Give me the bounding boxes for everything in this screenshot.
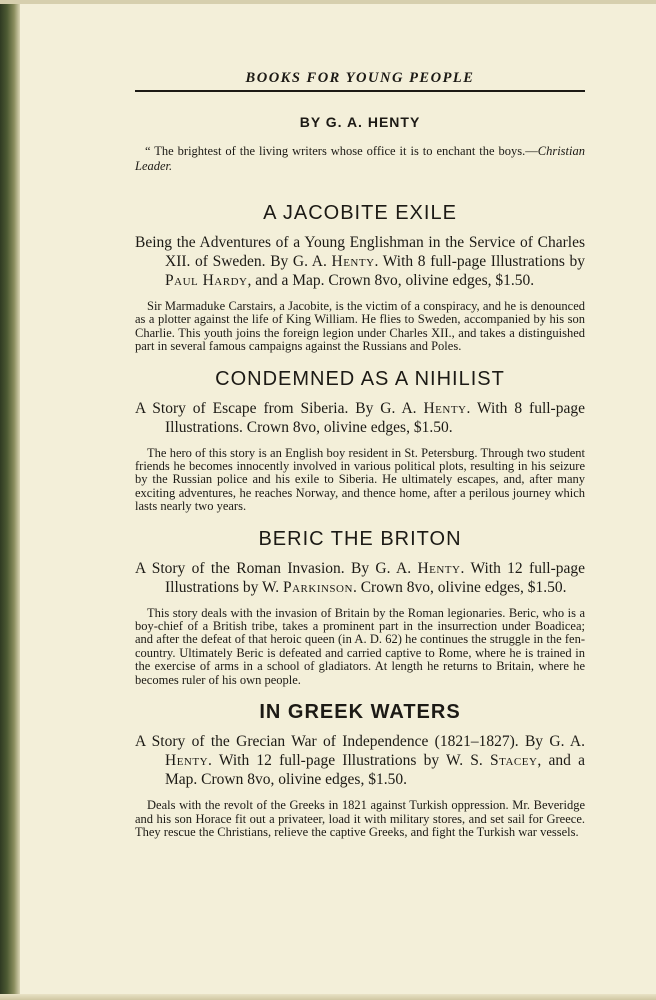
book-description	[135, 732, 585, 789]
illustrator-name: Stacey	[490, 752, 538, 770]
desc-part: Being the Adventures of a Young Englishman in the Service of Charles XII. of Sweden. By G. A.	[135, 234, 585, 270]
quote-text: “ The brightest of the living writers whose office it is to enchant the boys.—	[145, 144, 538, 158]
author-name: Henty	[165, 752, 209, 770]
press-quote	[135, 144, 585, 174]
book-page	[135, 70, 585, 853]
book-summary: The hero of this story is an English boy resident in St. Petersburg. Through two student friends he becomes innocently involved in various political plots, resulting in his seizure by the Russian police and his exile to Siberia. He ultimately escapes, and, after many exciting adventures, he reaches Norway, and thence home, after a perilous journey which lasts nearly two years.	[135, 445, 585, 514]
author-heading: BY G. A. HENTY	[299, 114, 421, 130]
book-title-beric-the-briton: BERIC THE BRITON	[258, 527, 462, 550]
page-bottom-edge	[0, 994, 656, 1000]
illustrator-name: Parkinson	[282, 578, 353, 596]
book-description	[135, 399, 585, 437]
desc-part: A Story of the Roman Invasion. By G. A.	[135, 559, 418, 577]
desc-part: . With 12 full-page Illustrations by W.	[165, 559, 585, 596]
desc-part: . With 12 full-page Illustrations by W. S.	[208, 752, 491, 770]
author-name: Henty	[423, 399, 467, 417]
desc-part: , and a Map. Crown 8vo, olivine edges, $1.50.	[165, 752, 585, 789]
book-description	[135, 233, 585, 290]
page-top-edge	[0, 0, 656, 4]
book-title-condemned-as-a-nihilist: CONDEMNED AS A NIHILIST	[215, 367, 505, 390]
running-head: BOOKS FOR YOUNG PEOPLE	[135, 70, 585, 92]
book-title-jacobite-exile: A JACOBITE EXILE	[263, 202, 457, 224]
desc-part: . With 8 full-page Illustrations by	[374, 253, 585, 270]
desc-part: A Story of Escape from Siberia. By G. A.	[135, 399, 424, 417]
book-title-in-greek-waters: IN GREEK WATERS	[259, 701, 461, 724]
illustrator-name: Paul Hardy	[165, 272, 248, 289]
author-name: Henty	[331, 253, 375, 270]
quote-source: Christian Leader.	[135, 144, 585, 173]
author-name: Henty	[417, 559, 461, 577]
desc-part: . Crown 8vo, olivine edges, $1.50.	[352, 578, 567, 596]
desc-part: A Story of the Grecian War of Independence (1821–1827). By G. A.	[135, 733, 585, 751]
desc-part: , and a Map. Crown 8vo, olivine edges, $1.50.	[247, 272, 535, 289]
book-description	[135, 559, 585, 597]
book-summary: Sir Marmaduke Carstairs, a Jacobite, is the victim of a conspiracy, and he is denounced as a plotter against the life of King William. He flies to Sweden, accompanied by his son Charlie. This youth joins the foreign legion under Charles XII., and takes a distinguished part in several famous campaigns against the Russians and Poles.	[135, 299, 585, 354]
desc-part: . With 8 full-page Illustrations. Crown 8vo, olivine edges, $1.50.	[165, 399, 585, 436]
book-summary: Deals with the revolt of the Greeks in 1821 against Turkish oppression. Mr. Beveridge and his son Horace fit out a privateer, load it with military stores, and set sail for Greece. They rescue the Christians, relieve the captive Greeks, and fight the Turkish war vessels.	[135, 798, 585, 839]
book-spine-edge	[0, 0, 20, 1000]
book-summary: This story deals with the invasion of Britain by the Roman legionaries. Beric, who is a boy-chief of a British tribe, takes a prominent part in the insurrection under Boadicea; and after the defeat of that heroic queen (in A. D. 62) he continues the struggle in the fen-country. Ultimately Beric is defeated and carried captive to Rome, where he is trained in the exercise of arms in a school of gladiators. At length he returns to Britain, where he becomes ruler of his own people.	[135, 605, 585, 687]
